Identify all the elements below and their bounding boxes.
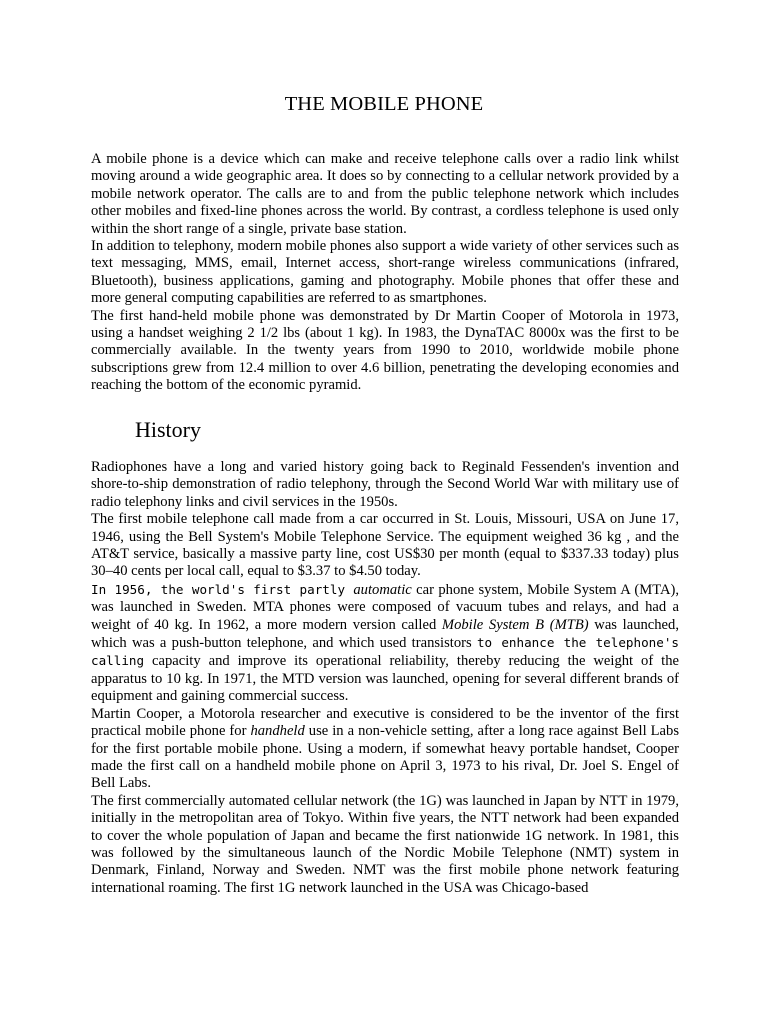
history-paragraph: The first commercially automated cellular network (the 1G) was launched in Japan by NTT in 1979, initially in the metropolitan area of Tokyo. Within five years, the NTT network had been expanded to cover the whole population of Japan and became the first nationwide 1G network. In 1981, this was followed by the simultaneous launch of the Nordic Mobile Telephone (NMT) system in Denmark, Finland, Norway and Sweden. NMT was the first mobile phone network featuring international roaming. The first 1G network launched in the USA was Chicago-based [91, 792, 679, 896]
intro-paragraph: The first hand-held mobile phone was demonstrated by Dr Martin Cooper of Motorola in 1973, using a handset weighing 2 1/2 lbs (about 1 kg). In 1983, the DynaTAC 8000x was the first to be commercially available. In the twenty years from 1990 to 2010, worldwide mobile phone subscriptions grew from 12.4 million to over 4.6 billion, penetrating the developing economies and reaching the bottom of the economic pyramid. [91, 307, 679, 394]
history-section [91, 459, 679, 897]
intro-paragraph: In addition to telephony, modern mobile phones also support a wide variety of other services such as text messaging, MMS, email, Internet access, short-range wireless communications (infrared, Bluetooth), business applications, gaming and photography. Mobile phones that offer these and more general computing capabilities are referred to as smartphones. [91, 238, 679, 307]
intro-paragraph: A mobile phone is a device which can make and receive telephone calls over a radio link whilst moving around a wide geographic area. It does so by connecting to a cellular network provided by a mobile network operator. The calls are to and from the public telephone network which includes other mobiles and fixed-line phones across the world. By contrast, a cordless telephone is used only within the short range of a single, private base station. [91, 151, 679, 237]
history-text-run: In 1956, the world's first partly [91, 581, 354, 597]
history-paragraph: Radiophones have a long and varied history going back to Reginald Fessenden's invention and shore-to-ship demonstration of radio telephony, through the Second World War with military use of radio telephony links and civil services in the 1950s. [91, 459, 679, 510]
page-title: THE MOBILE PHONE [284, 93, 484, 115]
history-text-run: capacity and improve its operational reliability, thereby reducing the weight of the apparatus to 10 kg. In 1971, the MTD version was launched, opening for several different brands of equipment and gaining commercial success. [91, 653, 679, 705]
history-text-run: to enhance the telephone's calling [91, 635, 679, 669]
history-emphasis: automatic [353, 581, 412, 598]
history-paragraph [91, 581, 679, 706]
history-text-run: car phone system, Mobile System A (MTA), was launched in Sweden. MTA phones were composed of vacuum tubes and relays, and had a weight of 40 kg. In 1962, a more modern version called [91, 581, 679, 633]
history-text-run: was launched, which was a push-button telephone, and which used transistors [91, 616, 679, 652]
history-heading: History [135, 417, 201, 442]
history-emphasis: Mobile System B (MTB) [441, 616, 589, 633]
history-paragraph: The first mobile telephone call made from a car occurred in St. Louis, Missouri, USA on June 17, 1946, using the Bell System's Mobile Telephone Service. The equipment weighed 36 kg , and the AT&T service, basically a massive party line, cost US$30 per month (equal to $337.33 today) plus 30–40 cents per local call, equal to $3.37 to $4.50 today. [91, 511, 679, 580]
history-text-run: use in a non-vehicle setting, after a long race against Bell Labs for the first portable mobile phone. Using a modern, if somewhat heavy portable handset, Cooper made the first call on a handheld mobile phone on April 3, 1973 to his rival, Dr. Joel S. Engel of Bell Labs. [91, 723, 679, 792]
intro-section [91, 151, 679, 395]
history-emphasis: handheld [250, 723, 305, 740]
history-text-run: Martin Cooper, a Motorola researcher and executive is considered to be the inventor of the first practical mobile phone for [91, 705, 679, 740]
history-paragraph [91, 706, 679, 793]
